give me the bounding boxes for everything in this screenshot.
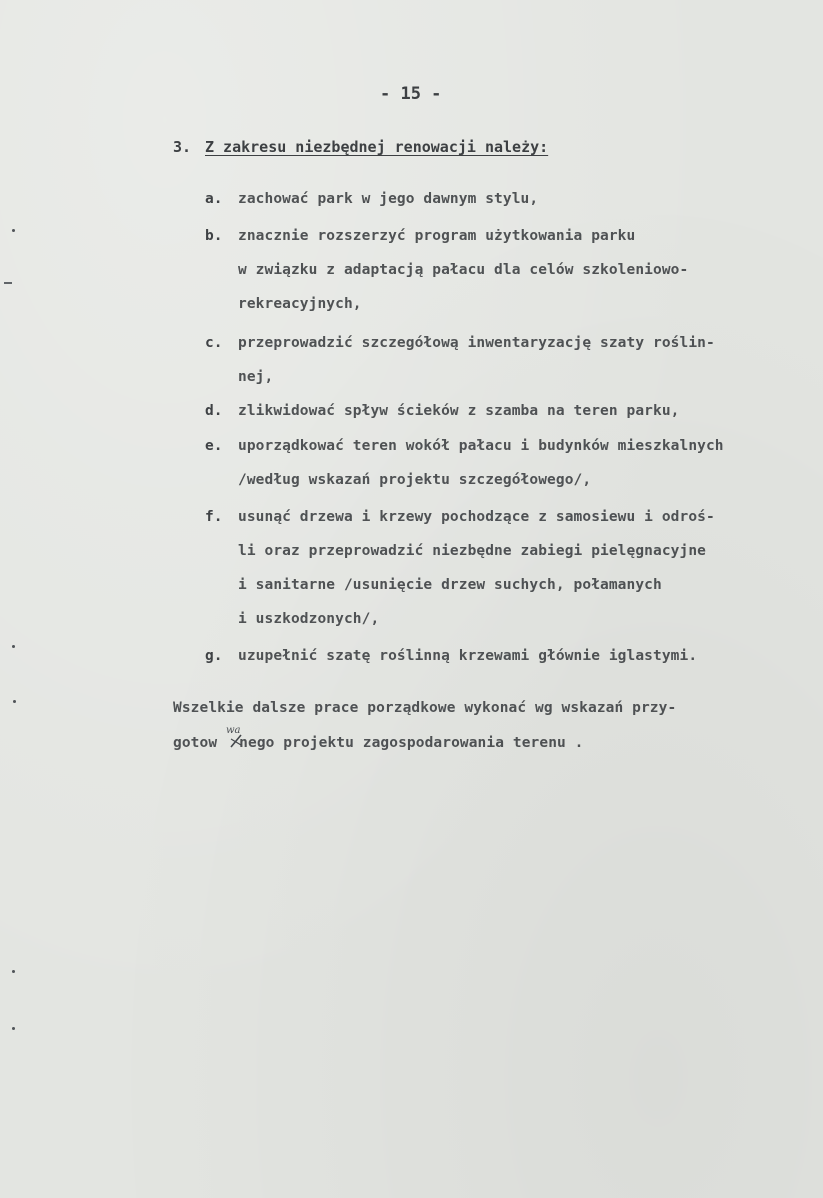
item-f-line-4: i uszkodzonych/, [238,611,380,627]
item-a-line-1: zachować park w jego dawnym stylu, [238,191,539,207]
handwritten-correction: wa [226,725,241,736]
item-d-line-1: zlikwidować spływ ścieków z szamba na teren parku, [238,403,680,419]
margin-mark [13,700,16,703]
item-g-marker: g. [205,648,223,664]
page-number: - 15 - [380,84,442,104]
strikethrough-mark [230,734,242,748]
margin-mark [12,229,15,232]
item-b-line-3: rekreacyjnych, [238,296,362,312]
item-c-line-1: przeprowadzić szczegółową inwentaryzację szaty roślin- [238,335,715,351]
item-f-line-3: i sanitarne /usunięcie drzew suchych, połamanych [238,577,662,593]
item-f-line-2: li oraz przeprowadzić niezbędne zabiegi pielęgnacyjne [238,543,706,559]
item-b-line-1: znacznie rozszerzyć program użytkowania parku [238,228,636,244]
item-b-line-2: w związku z adaptacją pałacu dla celów szkoleniowo- [238,262,689,278]
closing-line-2-start: gotow [173,735,218,751]
item-b-marker: b. [205,228,223,244]
item-c-marker: c. [205,335,223,351]
item-e-line-2: /według wskazań projektu szczegółowego/, [238,472,592,488]
item-c-line-2: nej, [238,369,274,385]
section-number: 3. [173,138,192,156]
margin-mark [12,970,15,973]
item-f-line-1: usunąć drzewa i krzewy pochodzące z samosiewu i odroś- [238,509,715,525]
item-g-line-1: uzupełnić szatę roślinną krzewami głównie iglastymi. [238,648,698,664]
margin-mark [12,645,15,648]
closing-line-1: Wszelkie dalsze prace porządkowe wykonać wg wskazań przy- [173,700,677,716]
item-e-marker: e. [205,438,223,454]
item-d-marker: d. [205,403,223,419]
item-a-marker: a. [205,191,223,207]
item-f-marker: f. [205,509,223,525]
margin-mark [4,282,12,284]
closing-line-2-end: nego projektu zagospodarowania terenu . [239,735,584,751]
item-e-line-1: uporządkować teren wokół pałacu i budynków mieszkalnych [238,438,724,454]
section-heading: Z zakresu niezbędnej renowacji należy: [205,138,549,156]
margin-mark [12,1027,15,1030]
